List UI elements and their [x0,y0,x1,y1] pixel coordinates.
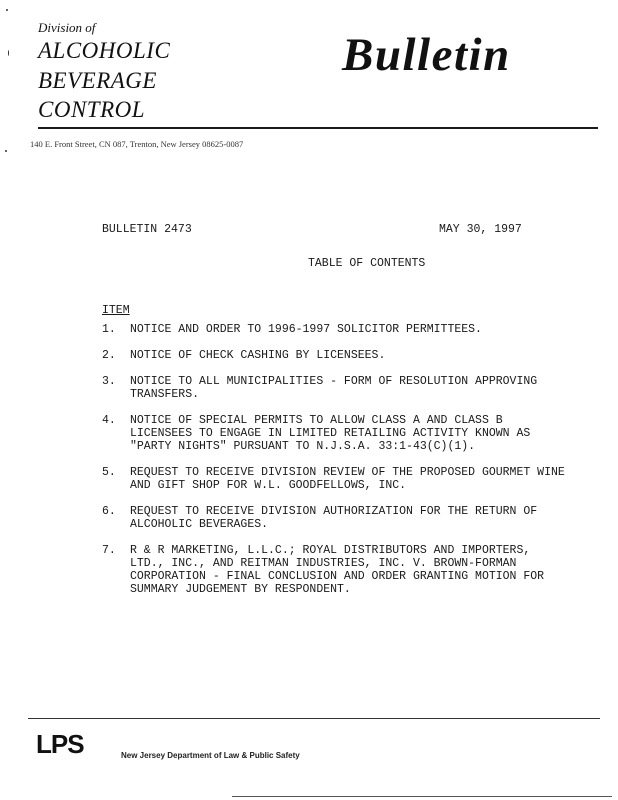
division-of-label: Division of [38,20,96,35]
bulletin-number: BULLETIN 2473 [102,223,192,236]
toc-item-number: 1. [102,323,116,336]
scan-speck [5,150,7,152]
footer-divider [28,718,600,719]
toc-item-text: NOTICE OF SPECIAL PERMITS TO ALLOW CLASS A AND CLASS B LICENSEES TO ENGAGE IN LIMITED RETAILING ACTIVITY KNOWN AS "PARTY NIGHTS" PURSUANT TO N.J.S.A. 33:1-43(C)(1). [130,414,531,453]
item-column-header: ITEM [102,304,130,317]
toc-item-number: 3. [102,375,116,388]
toc-item-number: 6. [102,505,116,518]
toc-item [102,505,582,531]
agency-name-line-1: ALCOHOLIC [38,38,171,63]
toc-item [102,414,582,453]
toc-item-number: 7. [102,544,116,557]
toc-item [102,544,582,596]
toc-item-text: REQUEST TO RECEIVE DIVISION REVIEW OF THE PROPOSED GOURMET WINE AND GIFT SHOP FOR W.L. GOODFELLOWS, INC. [130,466,565,492]
bulletin-date: MAY 30, 1997 [439,223,522,236]
header-divider [38,127,598,129]
toc-title: TABLE OF CONTENTS [308,257,426,270]
toc-item-text: NOTICE TO ALL MUNICIPALITIES - FORM OF RESOLUTION APPROVING TRANSFERS. [130,375,538,401]
toc-item [102,349,582,362]
toc-item-text: NOTICE OF CHECK CASHING BY LICENSEES. [130,349,386,362]
agency-name-line-3: CONTROL [38,97,146,122]
toc-item [102,466,582,492]
toc-item-number: 2. [102,349,116,362]
scan-speck [6,9,8,11]
agency-name-line-2: BEVERAGE [38,68,157,93]
publication-title: Bulletin [342,29,511,81]
office-address: 140 E. Front Street, CN 087, Trenton, New Jersey 08625-0087 [30,139,244,149]
toc-item-number: 4. [102,414,116,427]
scan-speck [8,50,9,56]
department-name: New Jersey Department of Law & Public Safety [121,751,300,760]
toc-item [102,323,582,336]
toc-item-text: R & R MARKETING, L.L.C.; ROYAL DISTRIBUTORS AND IMPORTERS, LTD., INC., AND REITMAN INDUSTRIES, INC. V. BROWN-FORMAN CORPORATION - FINAL CONCLUSION AND ORDER GRANTING MOTION FOR SUMMARY JUDGEMENT BY RESPONDENT. [130,544,545,596]
bottom-edge-line [232,796,612,797]
toc-item-text: NOTICE AND ORDER TO 1996-1997 SOLICITOR PERMITTEES. [130,323,482,336]
toc-item [102,375,582,401]
lps-logo: LPS [36,729,84,759]
toc-item-list [102,323,582,609]
toc-item-text: REQUEST TO RECEIVE DIVISION AUTHORIZATION FOR THE RETURN OF ALCOHOLIC BEVERAGES. [130,505,538,531]
toc-item-number: 5. [102,466,116,479]
